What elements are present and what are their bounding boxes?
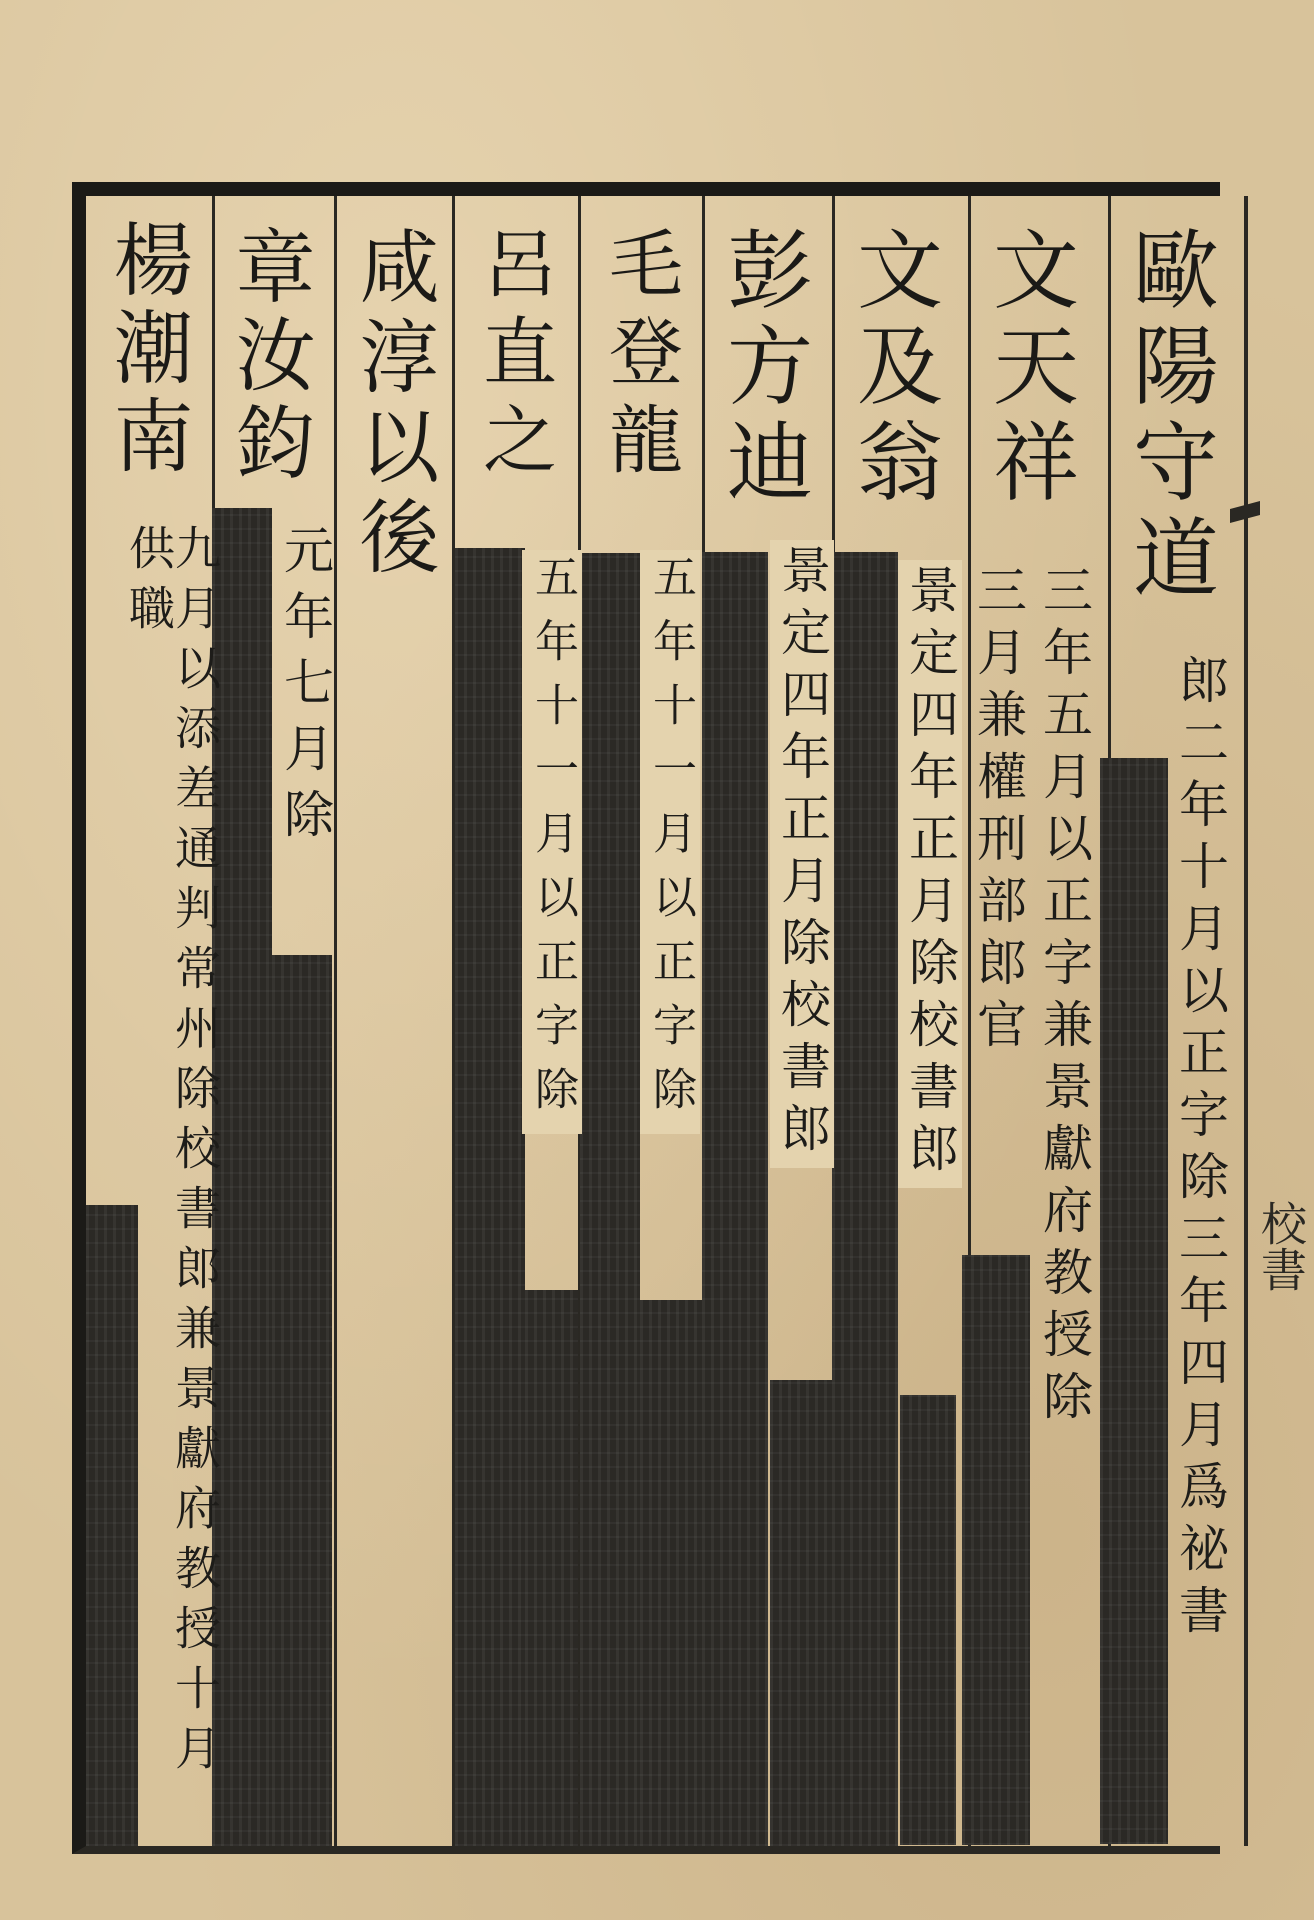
entry-note-lu-zhizhi bbox=[522, 550, 582, 1134]
entry-name-text: 歐陽守道 bbox=[1118, 225, 1218, 609]
ink-blank-strip bbox=[962, 1255, 1030, 1845]
entry-name-text: 彭方迪 bbox=[712, 225, 812, 513]
entry-note-text: 三月兼權刑部郎官 bbox=[969, 564, 1027, 1060]
entry-note-text: 郎二年十月以正字除三年四月爲祕書 bbox=[1171, 654, 1229, 1646]
entry-note-wen-tianxiang-2 bbox=[966, 560, 1030, 1064]
ink-blank-strip bbox=[525, 1290, 578, 1846]
entry-note-zhang-rujun bbox=[274, 520, 336, 858]
column-rule bbox=[1244, 196, 1248, 1846]
entry-note-text: 元年七月除 bbox=[276, 524, 334, 854]
entry-name-wen-jiweng bbox=[842, 225, 942, 513]
entry-note-text: 景定四年正月除校書郎 bbox=[901, 564, 959, 1184]
ink-blank-strip bbox=[580, 553, 640, 1846]
margin-text bbox=[1248, 1200, 1308, 1303]
section-heading-xianchun bbox=[342, 225, 442, 585]
entry-note-ouyang-shoudao bbox=[1168, 650, 1232, 1650]
entry-name-text: 毛登龍 bbox=[597, 225, 683, 489]
margin-text-label: 校書 bbox=[1254, 1200, 1308, 1292]
entry-note-text: 三年五月以正字兼景獻府教授除 bbox=[1035, 564, 1093, 1432]
entry-note-text: 五年十一月以正字除 bbox=[527, 554, 578, 1130]
section-heading-text: 咸淳以後 bbox=[346, 225, 439, 585]
entry-note-mao-denglong bbox=[640, 550, 700, 1134]
entry-note-text: 五年十一月以正字除 bbox=[645, 554, 696, 1130]
entry-name-text: 章汝鈞 bbox=[222, 225, 315, 489]
ink-blank-strip bbox=[640, 1300, 702, 1846]
ink-blank-strip bbox=[702, 552, 768, 1846]
entry-note-wen-jiweng bbox=[898, 560, 962, 1188]
ink-blank-strip bbox=[1100, 758, 1168, 1844]
ink-blank-strip bbox=[455, 548, 525, 1846]
entry-name-text: 楊潮南 bbox=[100, 218, 193, 482]
entry-name-lu-zhizhi bbox=[464, 225, 564, 489]
entry-name-text: 文及翁 bbox=[842, 225, 942, 513]
entry-name-wen-tianxiang bbox=[978, 225, 1078, 513]
entry-note-yang-chaonan bbox=[122, 520, 222, 1828]
entry-name-ouyang-shoudao bbox=[1118, 225, 1218, 609]
ink-blank-strip bbox=[272, 955, 332, 1846]
ink-blank-strip bbox=[832, 552, 898, 1846]
column-rule bbox=[334, 196, 337, 1846]
ink-blank-strip bbox=[900, 1395, 956, 1845]
entry-name-text: 呂直之 bbox=[471, 225, 557, 489]
entry-name-text: 文天祥 bbox=[978, 225, 1078, 513]
entry-note-peng-fangdi bbox=[770, 540, 834, 1168]
ink-blank-strip bbox=[770, 1380, 832, 1846]
entry-name-peng-fangdi bbox=[712, 225, 812, 513]
entry-name-mao-denglong bbox=[590, 225, 690, 489]
entry-note-wen-tianxiang bbox=[1032, 560, 1096, 1436]
entry-name-yang-chaonan bbox=[92, 218, 200, 482]
entry-note-text: 景定四年正月除校書郎 bbox=[773, 544, 831, 1164]
entry-note-text: 九月以添差通判常州除校書郎兼景獻府教授十月供職 bbox=[122, 524, 222, 1784]
entry-name-zhang-rujun bbox=[218, 225, 318, 489]
